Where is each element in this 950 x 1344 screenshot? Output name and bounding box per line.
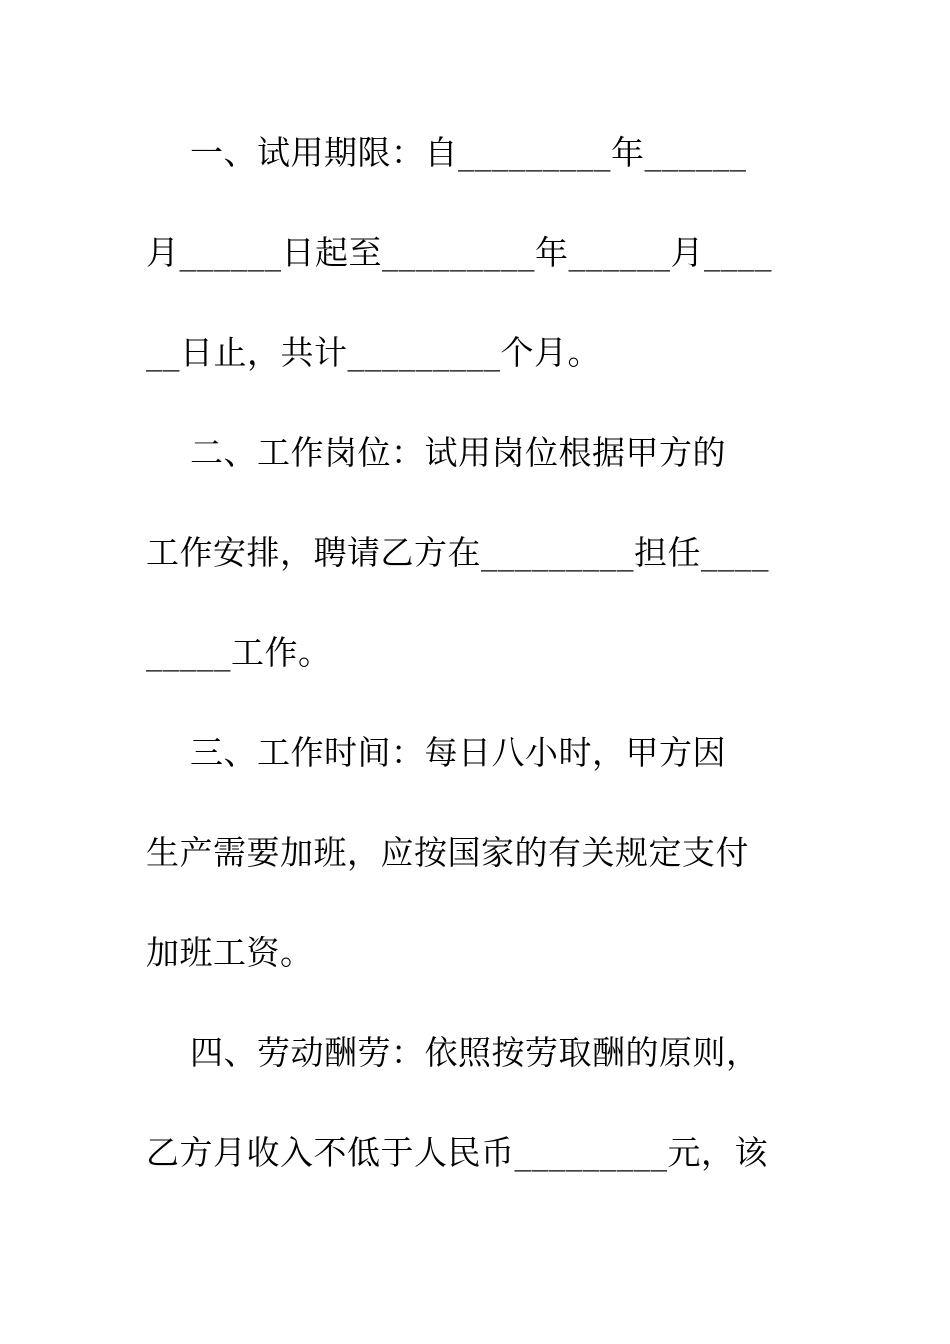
text-line-job-assignment: 工作安排，聘请乙方在_________担任____ xyxy=(146,533,769,572)
text-line-probation-period: 一、试用期限：自_________年______ xyxy=(146,133,747,172)
text-line-monthly-income: 乙方月收入不低于人民币_________元，该 xyxy=(146,1133,768,1172)
text-line-probation-dates: 月______日起至_________年______月____ xyxy=(146,233,772,272)
text-line-remuneration: 四、劳动酬劳：依照按劳取酬的原则， xyxy=(146,1033,760,1072)
text-line-overtime: 生产需要加班，应按国家的有关规定支付 xyxy=(146,833,749,872)
text-line-job-work: _____工作。 xyxy=(146,633,332,672)
text-line-probation-total: __日止，共计_________个月。 xyxy=(146,333,601,372)
text-line-work-hours: 三、工作时间：每日八小时，甲方因 xyxy=(146,733,726,772)
text-line-job-position: 二、工作岗位：试用岗位根据甲方的 xyxy=(146,433,726,472)
text-line-overtime-pay: 加班工资。 xyxy=(146,933,314,972)
